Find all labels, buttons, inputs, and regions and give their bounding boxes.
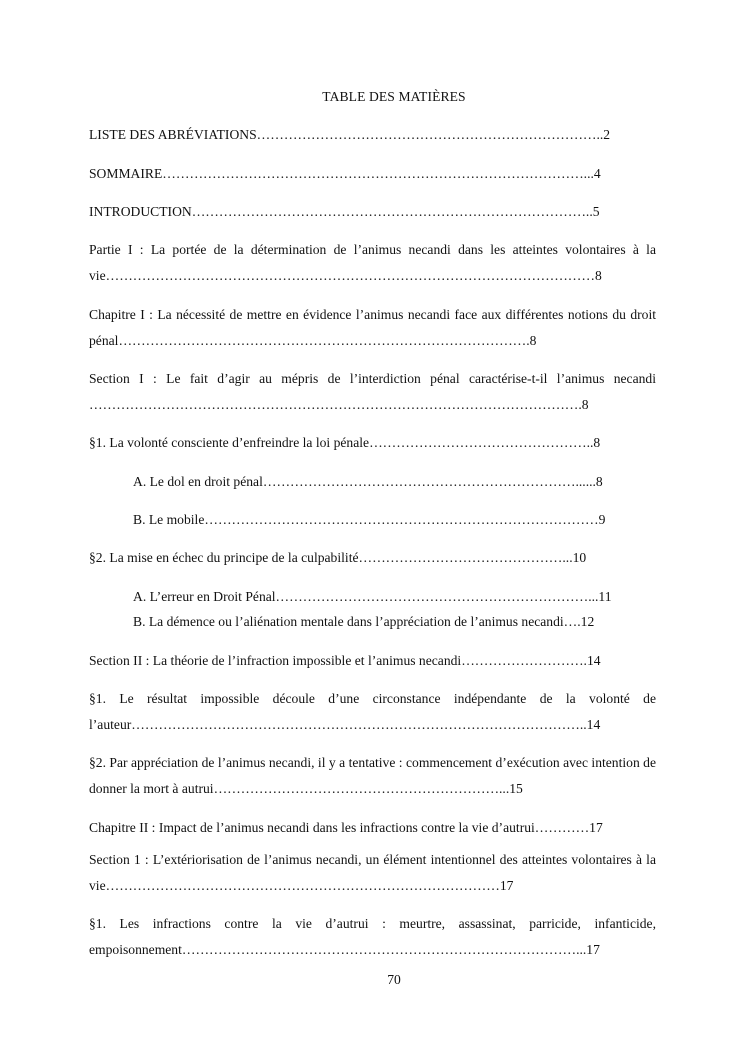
toc-entry-partie-1: Partie I : La portée de la détermination de l’animus necandi dans les atteintes volontaires à la vie………………………………………………………………………………………………8 xyxy=(89,242,656,283)
toc-entry-resultat-impossible: §1. Le résultat impossible découle d’une circonstance indépendante de la volonté de l’auteur………………………………………………………………………………………..14 xyxy=(89,691,656,732)
toc-entry-chapitre-1: Chapitre I : La nécessité de mettre en évidence l’animus necandi face aux différentes notions du droit pénal……………………………………………………………………………….8 xyxy=(89,307,656,348)
toc-entry-introduction: INTRODUCTION……………………………………………………………………………..5 xyxy=(89,204,600,219)
toc-entry-chapitre-2: Chapitre II : Impact de l’animus necandi dans les infractions contre la vie d’autrui…………17 xyxy=(89,820,603,835)
toc-entry-section-1: Section I : Le fait d’agir au mépris de l’interdiction pénal caractérise-t-il l’animus necandi ……………………………………………………………………………………………….8 xyxy=(89,371,656,412)
toc-title: TABLE DES MATIÈRES xyxy=(322,89,466,104)
toc-entry-abbreviations: LISTE DES ABRÉVIATIONS…………………………………………………………………..2 xyxy=(89,127,611,142)
toc-entry-infractions-vie: §1. Les infractions contre la vie d’autrui : meurtre, assassinat, parricide, infanticide, empoisonnement……………………………………………………………………………...17 xyxy=(89,916,656,957)
toc-entry-mobile: B. Le mobile……………………………………………………………………………9 xyxy=(133,512,606,527)
toc-entry-erreur: A. L’erreur en Droit Pénal……………………………………………………………...11 xyxy=(133,589,612,604)
toc-entry-section-1-exteriorisation: Section 1 : L’extériorisation de l’animus necandi, un élément intentionnel des atteintes volontaires à la vie……………………………………………………………………………17 xyxy=(89,852,656,893)
toc-entry-dol: A. Le dol en droit pénal……………………………………………………………......8 xyxy=(133,474,603,489)
toc-entry-sommaire: SOMMAIRE…………………………………………………………………………………...4 xyxy=(89,166,601,181)
toc-entry-demence: B. La démence ou l’aliénation mentale dans l’appréciation de l’animus necandi….12 xyxy=(133,614,595,629)
toc-entry-section-2: Section II : La théorie de l’infraction impossible et l’animus necandi……………………….14 xyxy=(89,653,601,668)
toc-entry-paragraph-2: §2. La mise en échec du principe de la culpabilité………………………………………...10 xyxy=(89,550,587,565)
toc-entry-tentative: §2. Par appréciation de l’animus necandi, il y a tentative : commencement d’exécution avec intention de donner la mort à autrui………………………………………………………...15 xyxy=(89,755,656,796)
page-number: 70 xyxy=(387,972,401,987)
toc-entry-paragraph-1: §1. La volonté consciente d’enfreindre la loi pénale…………………………………………..8 xyxy=(89,435,601,450)
